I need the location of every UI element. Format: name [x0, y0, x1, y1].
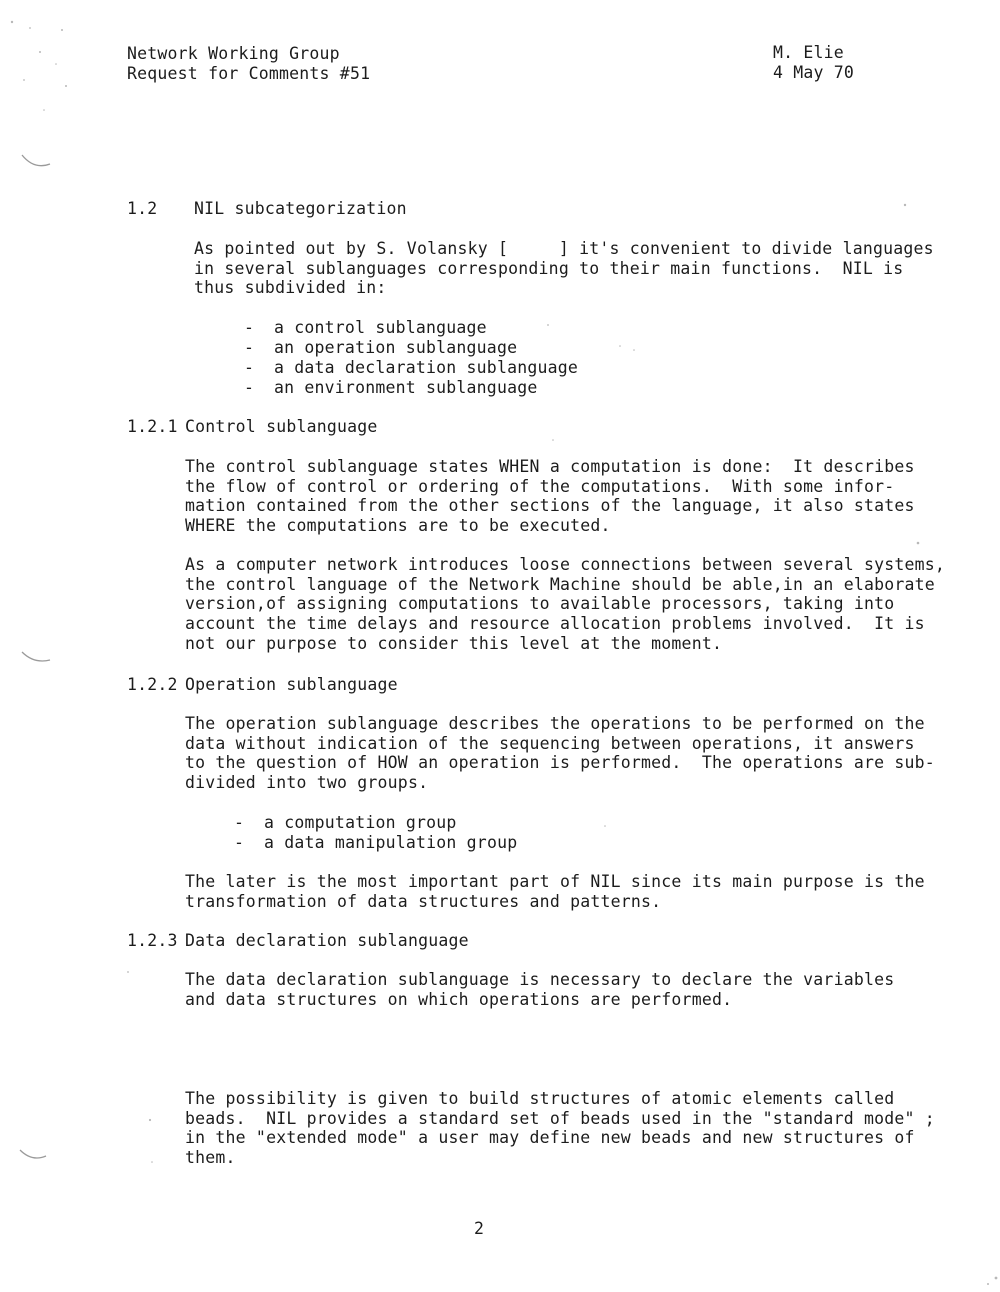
section-number: 1.2 [127, 199, 158, 218]
header-org: Network Working Group [127, 44, 340, 63]
paragraph-intro: As pointed out by S. Volansky [ ] it's convenient to divide languages in several sublanguages corresponding to their main functions. NIL is thus subdivided in: [194, 239, 934, 298]
header-author: M. Elie [773, 43, 844, 62]
section-number: 1.2.1 [127, 417, 178, 436]
section-title: Control sublanguage [185, 417, 378, 436]
paragraph-datadecl-1: The data declaration sublanguage is necessary to declare the variables and data structures on which operations are performed. [185, 970, 895, 1009]
sublanguage-list [244, 318, 578, 398]
paragraph-control-2: As a computer network introduces loose connections between several systems, the control language of the Network Machine should be able,in an elaborate version,of assigning computations to available processors, taking into account the time delays and resource allocation problems involved. It is not our purpose to consider this level at the moment. [185, 555, 946, 653]
page-number: 2 [474, 1219, 485, 1238]
list-item: - a data manipulation group [234, 833, 518, 852]
paragraph-operation-1: The operation sublanguage describes the operations to be performed on the data without indication of the sequencing between operations, it answers to the question of HOW an operation is performed. The operations are sub- divided into two groups. [185, 714, 935, 793]
operation-groups-list [234, 813, 517, 853]
paragraph-datadecl-2: The possibility is given to build structures of atomic elements called beads. NIL provides a standard set of beads used in the "standard mode" ; in the "extended mode" a user may define new beads and new structures of them. [185, 1089, 935, 1168]
section-number: 1.2.2 [127, 675, 178, 694]
section-title: Operation sublanguage [185, 675, 398, 694]
list-item: - an operation sublanguage [244, 338, 518, 357]
section-title: NIL subcategorization [194, 199, 407, 218]
list-item: - a control sublanguage [244, 318, 487, 337]
list-item: - a data declaration sublanguage [244, 358, 579, 377]
header-rfc-number: Request for Comments #51 [127, 64, 371, 83]
list-item: - a computation group [234, 813, 457, 832]
list-item: - an environment sublanguage [244, 378, 538, 397]
section-title: Data declaration sublanguage [185, 931, 469, 950]
section-number: 1.2.3 [127, 931, 178, 950]
paragraph-control-1: The control sublanguage states WHEN a computation is done: It describes the flow of control or ordering of the computations. With some infor- mation contained from the other sections of the language, it also states WHERE the computations are to be executed. [185, 457, 915, 536]
header-date: 4 May 70 [773, 63, 855, 82]
paragraph-operation-2: The later is the most important part of NIL since its main purpose is the transformation of data structures and patterns. [185, 872, 925, 911]
